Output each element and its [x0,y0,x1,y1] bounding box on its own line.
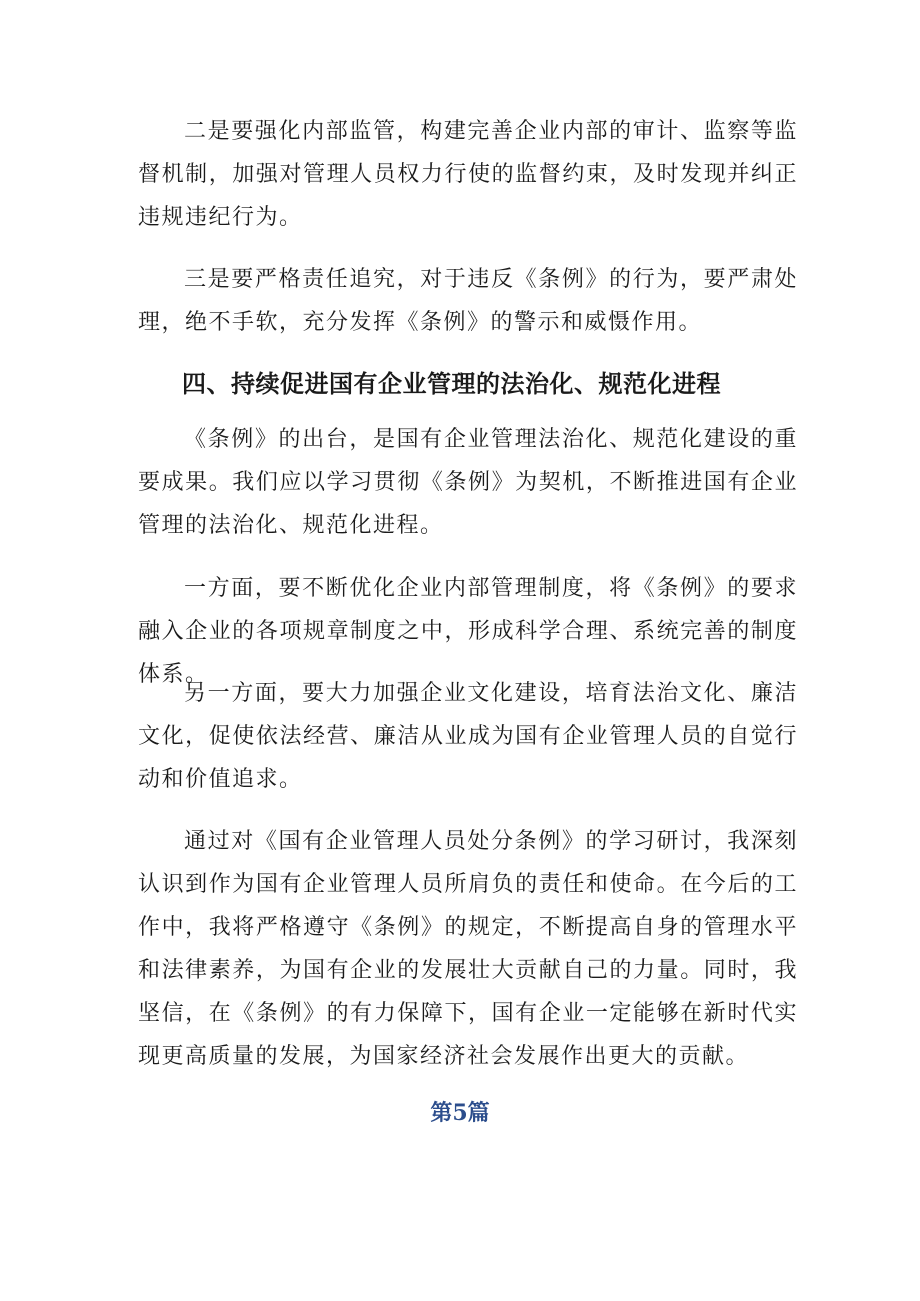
paragraph-corporate-culture: 另一方面，要大力加强企业文化建设，培育法治文化、廉洁文化，促使依法经营、廉洁从业成为国有企业管理人员的自觉行动和价值追求。 [138,681,798,792]
paragraph-conclusion: 通过对《国有企业管理人员处分条例》的学习研讨，我深刻认识到作为国有企业管理人员所肩负的责任和使命。在今后的工作中，我将严格遵守《条例》的规定，不断提高自身的管理水平和法律素养，为国有企业的发展壮大贡献自己的力量。同时，我坚信，在《条例》的有力保障下，国有企业一定能够在新时代实现更高质量的发展，为国家经济社会发展作出更大的贡献。 [138,829,798,1069]
part-title: 第5篇 [430,1100,490,1126]
paragraph-internal-supervision: 二是要强化内部监管，构建完善企业内部的审计、监察等监督机制，加强对管理人员权力行使的监督约束，及时发现并纠正违规违纪行为。 [138,119,798,230]
section-heading: 四、持续促进国有企业管理的法治化、规范化进程 [182,370,721,398]
paragraph-accountability: 三是要严格责任追究，对于违反《条例》的行为，要严肃处理，绝不手软，充分发挥《条例》的警示和威慑作用。 [138,267,798,335]
paragraph-regulation-intro: 《条例》的出台，是国有企业管理法治化、规范化建设的重要成果。我们应以学习贯彻《条例》为契机，不断推进国有企业管理的法治化、规范化进程。 [138,427,798,538]
paragraph-management-system: 一方面，要不断优化企业内部管理制度，将《条例》的要求融入企业的各项规章制度之中，形成科学合理、系统完善的制度体系。 [138,576,798,687]
